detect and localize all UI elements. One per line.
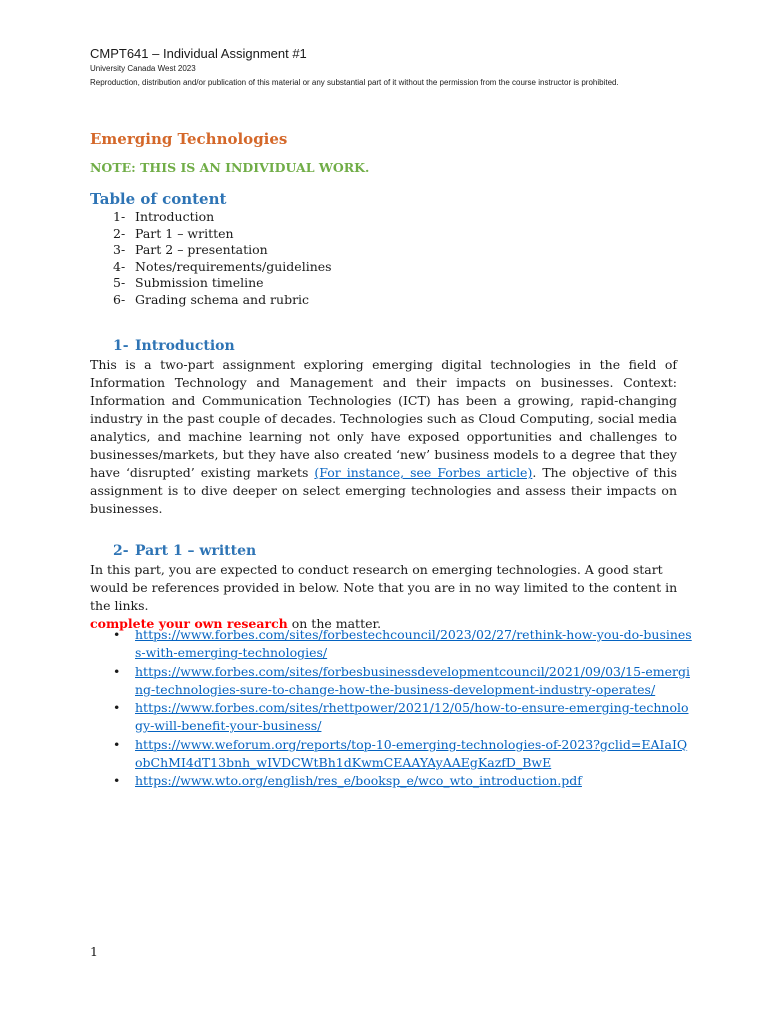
toc-item-number: 2- [113, 225, 126, 241]
page-number: 1 [90, 944, 98, 959]
toc-heading: Table of content [90, 190, 227, 208]
reference-list-item [113, 736, 693, 773]
toc-item-number: 6- [113, 291, 126, 307]
university-line: University Canada West 2023 [90, 64, 196, 73]
bullet-icon: • [113, 736, 121, 752]
section-number: 1- [113, 338, 129, 354]
toc-item-label: Part 2 – presentation [135, 242, 268, 258]
course-header: CMPT641 – Individual Assignment #1 [90, 46, 307, 61]
toc-item [113, 209, 332, 226]
toc-item-number: 3- [113, 242, 126, 258]
part1-text: In this part, you are expected to conduct research on emerging technologies. A good start would be references provided in below. Note that you are in no way limited to the content in the links. [90, 562, 678, 613]
section-number: 2- [113, 543, 129, 559]
toc-item-number: 4- [113, 258, 126, 274]
toc-item [113, 292, 332, 309]
reference-link[interactable]: https://www.forbes.com/sites/forbesbusinessdevelopmentcouncil/2021/09/03/15-emerging-technologies-sure-to-change-how-the-business-development-industry-operates/ [135, 663, 690, 697]
toc-item [113, 242, 332, 259]
intro-text-end: . The objective of this assignment is to dive deeper on select emerging technologies and assess their impacts on businesses. [90, 465, 678, 516]
toc-item-number: 5- [113, 275, 126, 291]
toc-item [113, 259, 332, 276]
research-emphasis: complete your own research [90, 616, 288, 631]
bullet-icon: • [113, 627, 121, 642]
forbes-article-link[interactable]: (For instance, see Forbes article) [314, 465, 533, 480]
toc-item-label: Notes/requirements/guidelines [135, 258, 332, 274]
reference-list-item [113, 699, 693, 736]
reference-link[interactable]: https://www.forbes.com/sites/rhettpower/2021/12/05/how-to-ensure-emerging-technology-will-benefit-your-business/ [135, 700, 689, 734]
reference-list-item [113, 626, 693, 663]
introduction-heading [113, 338, 235, 354]
reference-list-item [113, 772, 693, 790]
copyright-notice: Reproduction, distribution and/or publication of this material or any substantial part of it without the permission from the course instructor is prohibited. [90, 78, 619, 87]
toc-item-label: Grading schema and rubric [135, 291, 310, 307]
bullet-icon: • [113, 663, 121, 679]
toc-list [113, 209, 332, 309]
individual-work-note: NOTE: THIS IS AN INDIVIDUAL WORK. [90, 160, 370, 175]
part1-paragraph [90, 561, 680, 633]
bullet-icon: • [113, 773, 121, 789]
toc-item-label: Part 1 – written [135, 225, 234, 241]
introduction-paragraph [90, 356, 677, 518]
part1-heading [113, 543, 256, 559]
reference-link[interactable]: https://www.wto.org/english/res_e/booksp_e/wco_wto_introduction.pdf [135, 773, 582, 789]
reference-link[interactable]: https://www.weforum.org/reports/top-10-emerging-technologies-of-2023?gclid=EAIaIQobChMI4dT13bnh_wIVDCWtBh1dKwmCEAAYAyAAEgKazfD_BwE [135, 736, 688, 771]
reference-list-item [113, 663, 693, 700]
document-title: Emerging Technologies [90, 130, 288, 148]
toc-item [113, 226, 332, 243]
toc-item-label: Introduction [135, 209, 215, 224]
reference-link[interactable]: https://www.forbes.com/sites/forbestechcouncil/2023/02/27/rethink-how-you-do-business-with-emerging-technologies/ [135, 627, 692, 661]
part1-text-end: on the matter. [287, 616, 382, 631]
section-title: Introduction [135, 338, 235, 354]
reference-links-list [113, 626, 693, 791]
section-title: Part 1 – written [135, 543, 257, 559]
toc-item [113, 275, 332, 292]
toc-item-number: 1- [113, 209, 126, 224]
intro-text: This is a two-part assignment exploring emerging digital technologies in the field of Information Technology and Management and their impacts on businesses. Context: Information and Communication Technologies (ICT) has been a growing, rapid-changing industry in the past couple of decades. Technologies such as Cloud Computing, social media analytics, and machine learning not only have exposed opportunities and challenges to businesses/markets, but they have also created ‘new’ business models to a degree that they have ‘disrupted’ existing markets [90, 357, 677, 480]
toc-item-label: Submission timeline [135, 275, 264, 291]
bullet-icon: • [113, 700, 121, 716]
